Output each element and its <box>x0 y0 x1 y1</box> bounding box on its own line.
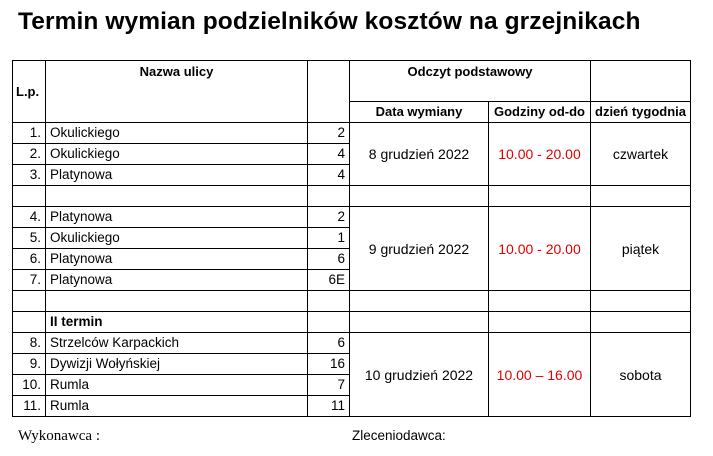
row-street: Platynowa <box>46 270 308 291</box>
row-number: 2 <box>308 207 350 228</box>
spacer-row <box>13 291 691 312</box>
row-lp: 9. <box>13 354 46 375</box>
header-row-top <box>13 61 691 102</box>
row-street: Rumla <box>46 396 308 417</box>
row-street: Platynowa <box>46 249 308 270</box>
section-label-row <box>13 312 691 333</box>
header-lp: L.p. <box>13 61 46 123</box>
contractor-label: Wykonawca : <box>18 428 100 444</box>
row-street: Okulickiego <box>46 144 308 165</box>
header-reading: Odczyt podstawowy <box>350 61 591 102</box>
group-weekday: sobota <box>591 333 691 417</box>
row-street: Okulickiego <box>46 228 308 249</box>
row-number: 4 <box>308 165 350 186</box>
spacer-row <box>13 186 691 207</box>
row-street: Okulickiego <box>46 123 308 144</box>
header-blank <box>591 61 691 102</box>
header-number-blank <box>308 61 350 123</box>
row-number: 1 <box>308 228 350 249</box>
group-hours: 10.00 - 20.00 <box>489 207 591 291</box>
row-number: 6E <box>308 270 350 291</box>
row-lp: 3. <box>13 165 46 186</box>
header-street: Nazwa ulicy <box>46 61 308 123</box>
row-number: 7 <box>308 375 350 396</box>
row-number: 2 <box>308 123 350 144</box>
header-hours: Godziny od-do <box>489 102 591 123</box>
header-date: Data wymiany <box>350 102 489 123</box>
group-hours: 10.00 - 20.00 <box>489 123 591 186</box>
row-lp: 11. <box>13 396 46 417</box>
row-street: Rumla <box>46 375 308 396</box>
row-lp: 2. <box>13 144 46 165</box>
row-lp: 5. <box>13 228 46 249</box>
row-number: 11 <box>308 396 350 417</box>
row-lp: 7. <box>13 270 46 291</box>
table-row <box>13 123 691 144</box>
row-number: 6 <box>308 333 350 354</box>
row-number: 16 <box>308 354 350 375</box>
group-date: 8 grudzień 2022 <box>350 123 489 186</box>
group-date: 9 grudzień 2022 <box>350 207 489 291</box>
table-row <box>13 333 691 354</box>
group-weekday: piątek <box>591 207 691 291</box>
page-title: Termin wymian podzielników kosztów na grzejnikach <box>18 8 641 35</box>
section-label: II termin <box>46 312 308 333</box>
row-lp: 10. <box>13 375 46 396</box>
row-lp: 4. <box>13 207 46 228</box>
row-number: 4 <box>308 144 350 165</box>
group-date: 10 grudzień 2022 <box>350 333 489 417</box>
table-row <box>13 207 691 228</box>
client-label: Zleceniodawca: <box>352 428 446 443</box>
header-weekday: dzień tygodnia <box>591 102 691 123</box>
row-street: Platynowa <box>46 207 308 228</box>
row-street: Dywizji Wołyńskiej <box>46 354 308 375</box>
row-lp: 1. <box>13 123 46 144</box>
group-hours: 10.00 – 16.00 <box>489 333 591 417</box>
row-street: Strzelców Karpackich <box>46 333 308 354</box>
row-number: 6 <box>308 249 350 270</box>
row-lp: 8. <box>13 333 46 354</box>
row-street: Platynowa <box>46 165 308 186</box>
group-weekday: czwartek <box>591 123 691 186</box>
row-lp: 6. <box>13 249 46 270</box>
schedule-table <box>12 60 691 417</box>
